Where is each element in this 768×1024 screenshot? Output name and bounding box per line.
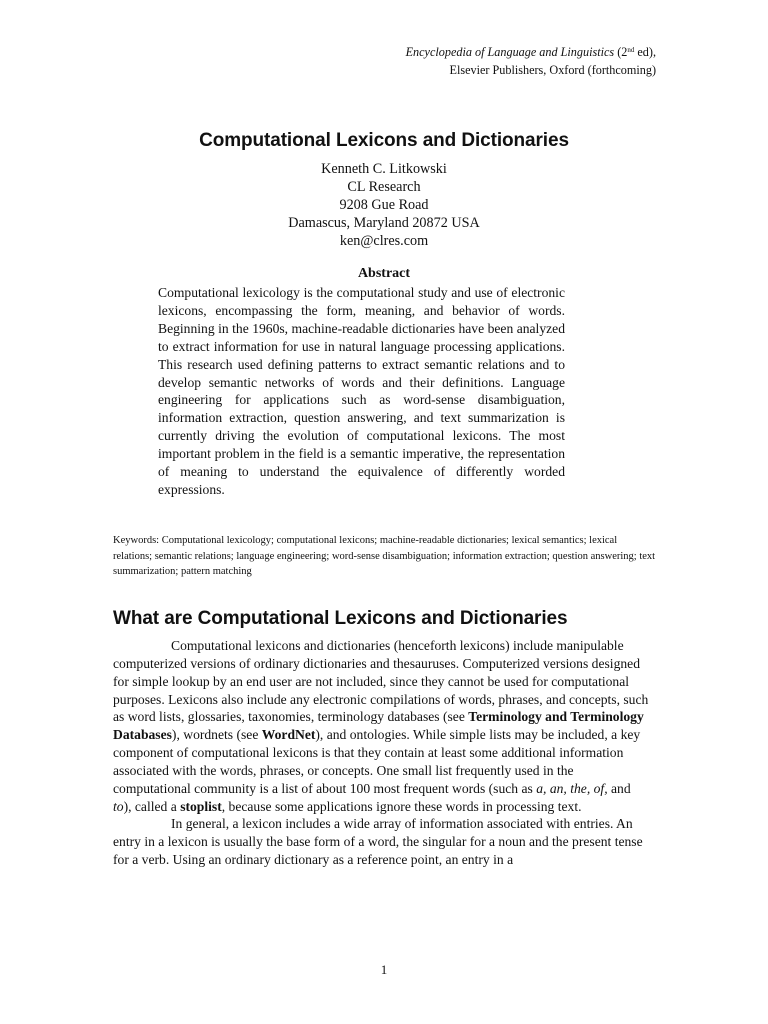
author-city: Damascus, Maryland 20872 USA [288, 215, 480, 231]
section-heading: What are Computational Lexicons and Dictionaries [113, 608, 568, 629]
p1-bold-terminology: Terminology and Terminology Databases [113, 709, 644, 743]
edition-open: (2 [614, 45, 628, 59]
page-number: 1 [380, 962, 388, 977]
p1-text-5: ), called a [123, 798, 181, 814]
p1-text-2: ), wordnets (see [171, 727, 262, 743]
edition-close: ed), [634, 45, 656, 59]
p1-text-3: ), and ontologies. While simple lists may be included, a key component of computational lexicons is that they contain at least some additional information associated with the words, phrases, or concepts. One small list frequently used in the computational community is a list of about 100 most frequent words (such as [113, 727, 641, 796]
p1-bold-stoplist: stoplist [180, 798, 222, 814]
p1-italic-to: to [113, 798, 124, 814]
section-body [113, 637, 649, 869]
p1-text-1: Computational lexicons and dictionaries (henceforth lexicons) include manipulable computerized versions of ordinary dictionaries and thesauruses. Computerized versions designed for simple lookup by an end user are not included, since they cannot be used for computational purposes. Lexicons also include any electronic compilations of words, phrases, and concepts, such as word lists, glossaries, taxonomies, terminology databases (see [113, 638, 649, 725]
author-organization: CL Research [347, 179, 421, 195]
author-block [0, 160, 768, 250]
author-email: ken@clres.com [339, 233, 429, 249]
p1-text-4: and [607, 780, 631, 796]
p1-bold-wordnet: WordNet [261, 727, 316, 743]
keywords: Keywords: Computational lexicology; computational lexicons; machine-readable dictionaries; lexical semantics; lexical relations; semantic relations; language engineering; word-sense disambiguation; information extraction; question answering; text summarization; pattern matching [113, 535, 656, 577]
p1-text-6: , because some applications ignore these words in processing text. [221, 798, 582, 814]
author-street: 9208 Gue Road [339, 197, 429, 213]
body-paragraph-1 [113, 637, 649, 815]
publication-note [316, 44, 656, 79]
journal-title: Encyclopedia of Language and Linguistics [405, 45, 615, 59]
publisher-line: Elsevier Publishers, Oxford (forthcoming) [449, 62, 656, 77]
author-name: Kenneth C. Litkowski [321, 161, 447, 177]
p1-italic-examples: a, an, the, of, [536, 780, 608, 796]
publication-note-line1 [316, 44, 656, 62]
paper-title: Computational Lexicons and Dictionaries [199, 130, 569, 151]
edition-superscript: nd [627, 46, 635, 54]
abstract-heading: Abstract [357, 266, 411, 281]
body-paragraph-2: In general, a lexicon includes a wide array of information associated with entries. An entry in a lexicon is usually the base form of a word, the singular for a noun and the present tense for a verb. Using an ordinary dictionary as a reference point, an entry in a [113, 816, 643, 868]
abstract-text: Computational lexicology is the computational study and use of electronic lexicons, encompassing the form, meaning, and behavior of words. Beginning in the 1960s, machine-readable dictionaries have been analyzed to extract information for use in natural language processing applications. This research used defining patterns to extract semantic relations and to develop semantic networks of words and their definitions. Language engineering for applications such as word-sense disambiguation, information extraction, question answering, and text summarization is currently driving the evolution of computational lexicons. The most important problem in the field is a semantic imperative, the representation of meaning to understand the equivalence of differently worded expressions. [158, 285, 565, 497]
